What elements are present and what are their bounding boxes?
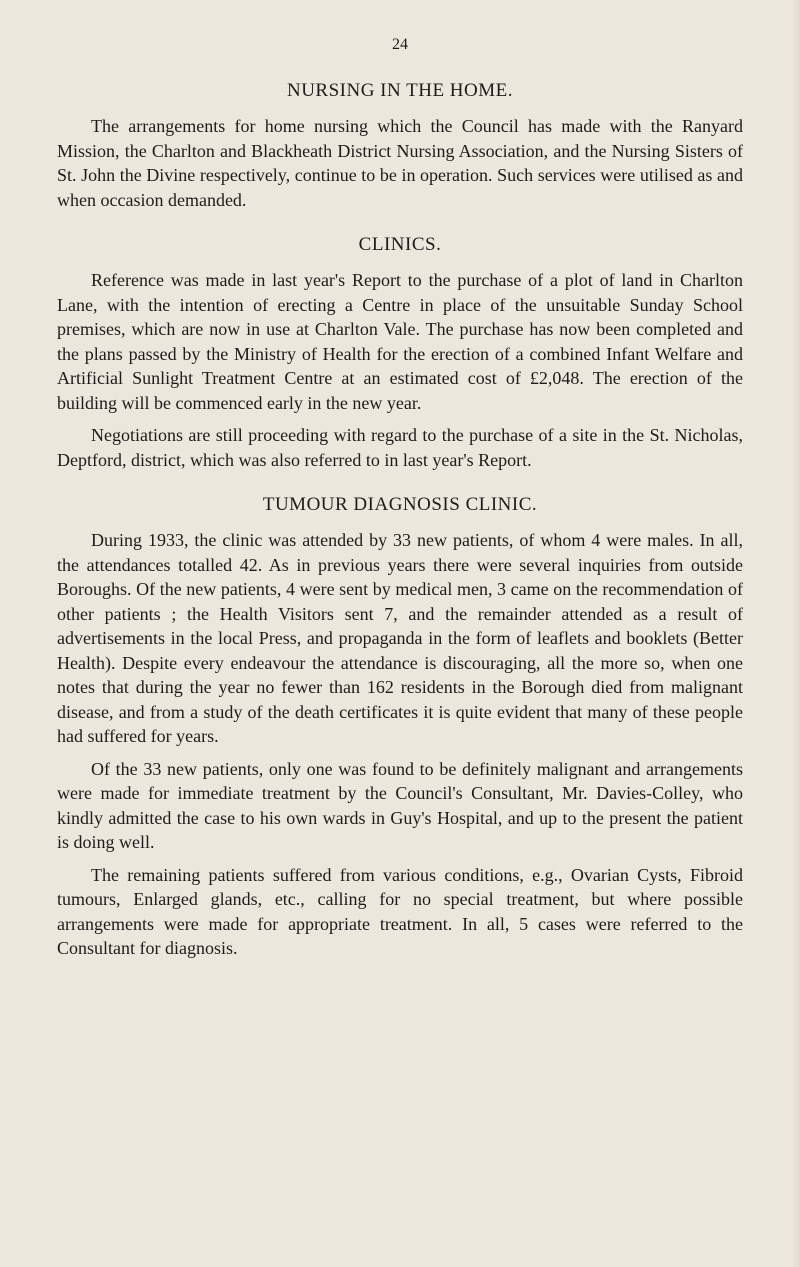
paragraph: The arrangements for home nursing which the Council has made with the Ranyard Mission, the Charlton and Blackheath District Nursing Association, and the Nursing Sisters of St. John the Divine respectively, continue to be in operation. Such services were utilised as and when occasion demanded. (57, 116, 743, 210)
paragraph: Reference was made in last year's Report to the purchase of a plot of land in Charlton Lane, with the intention of erecting a Centre in place of the unsuitable Sunday School premises, which are now in use at Charlton Vale. The purchase has now been completed and the plans passed by the Ministry of Health for the erection of a combined Infant Welfare and Artificial Sunlight Treatment Centre at an estimated cost of £2,048. The erection of the building will be commenced early in the new year. (57, 270, 743, 413)
paragraph: Negotiations are still proceeding with regard to the purchase of a site in the St. Nicholas, Deptford, district, which was also referred to in last year's Report. (57, 425, 743, 470)
page-number: 24 (392, 36, 408, 53)
document-body (57, 80, 743, 969)
paragraph: Of the 33 new patients, only one was found to be definitely malignant and arrangements were made for immediate treatment by the Council's Consultant, Mr. Davies-Colley, who kindly admitted the case to his own wards in Guy's Hospital, and up to the present the patient is doing well. (57, 758, 743, 852)
paragraph: The remaining patients suffered from various conditions, e.g., Ovarian Cysts, Fibroid tumours, Enlarged glands, etc., calling for no special treatment, but where possible arrangements were made for appropriate treatment. In all, 5 cases were referred to the Consultant for diagnosis. (57, 864, 743, 958)
paragraph: During 1933, the clinic was attended by 33 new patients, of whom 4 were males. In all, the attendances totalled 42. As in previous years there were several inquiries from outside Boroughs. Of the new patients, 4 were sent by medical men, 3 came on the recommendation of other patients ; the Health Visitors sent 7, and the remainder attended as a result of advertisements in the local Press, and propaganda in the form of leaflets and booklets (Better Health). Despite every endeavour the attendance is discouraging, all the more so, when one notes that during the year no fewer than 162 residents in the Borough died from malignant disease, and from a study of the death certificates it is quite evident that many of these people had suffered for years. (57, 530, 743, 746)
section-heading-nursing: NURSING IN THE HOME. (286, 80, 514, 101)
page-edge-shadow (792, 0, 800, 1267)
section-heading-clinics: CLINICS. (358, 234, 442, 255)
section-heading-tumour-clinic: TUMOUR DIAGNOSIS CLINIC. (262, 494, 538, 515)
